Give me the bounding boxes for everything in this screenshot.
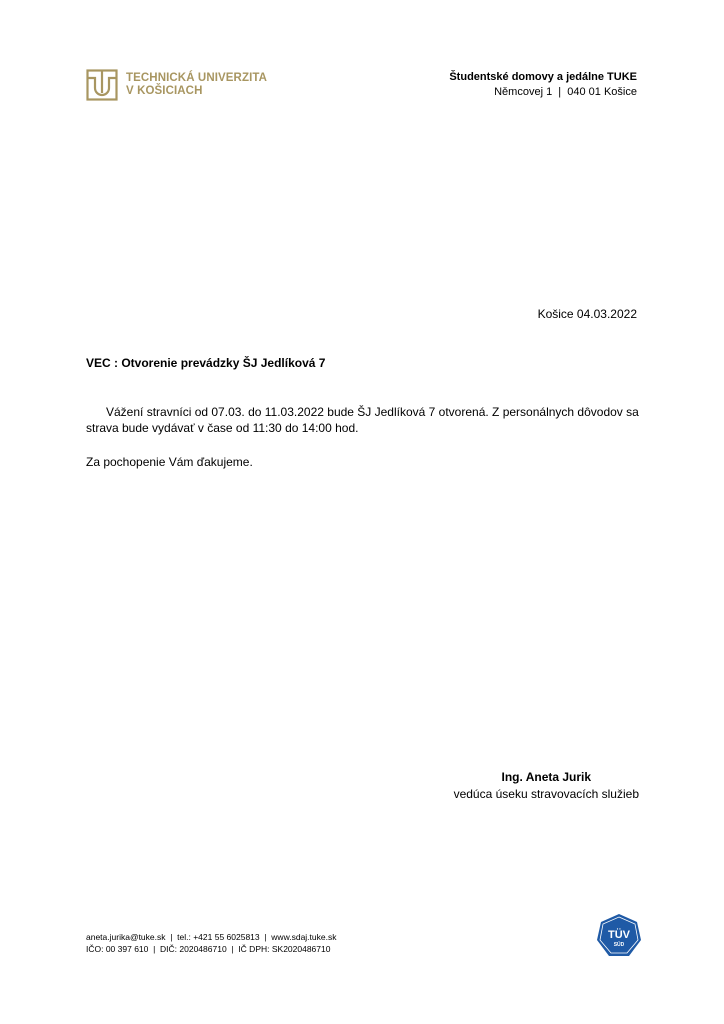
sender-name: Študentské domovy a jedálne TUKE (449, 71, 637, 83)
letter-thanks: Za pochopenie Vám ďakujeme. (86, 455, 253, 469)
tuke-logo-icon (86, 69, 118, 101)
university-logo (86, 69, 267, 101)
signature-block (454, 769, 639, 803)
letter-subject: VEC : Otvorenie prevádzky ŠJ Jedlíková 7 (86, 356, 326, 370)
signatory-title: vedúca úseku stravovacích služieb (453, 787, 639, 801)
signatory-name: Ing. Aneta Jurik (501, 770, 592, 784)
footer-contact-line: aneta.jurika@tuke.sk | tel.: +421 55 6025813 | www.sdaj.tuke.sk (86, 932, 337, 942)
footer-registration-line: IČO: 00 397 610 | DIČ: 2020486710 | IČ DPH: SK2020486710 (86, 944, 331, 954)
tuv-sud-certification-icon (596, 913, 642, 964)
letter-body-text: Vážení stravníci od 07.03. do 11.03.2022 bude ŠJ Jedlíková 7 otvorená. Z personálnych dôvodov sa strava bude vydávať v čase od 11:30 do 14:00 hod. (86, 405, 639, 435)
tuv-mark: TÜV (608, 929, 630, 941)
tuv-sub-mark: SÜD (613, 942, 625, 948)
letter-date: Košice 04.03.2022 (537, 307, 637, 321)
sender-address: Němcovej 1 | 040 01 Košice (494, 86, 637, 98)
sender-block (449, 70, 637, 100)
university-name-line2: V KOŠICIACH (126, 85, 203, 97)
letter-body (86, 404, 646, 436)
university-name-line1: TECHNICKÁ UNIVERZITA (126, 72, 268, 84)
university-name (126, 72, 267, 98)
footer-contacts (86, 931, 336, 955)
